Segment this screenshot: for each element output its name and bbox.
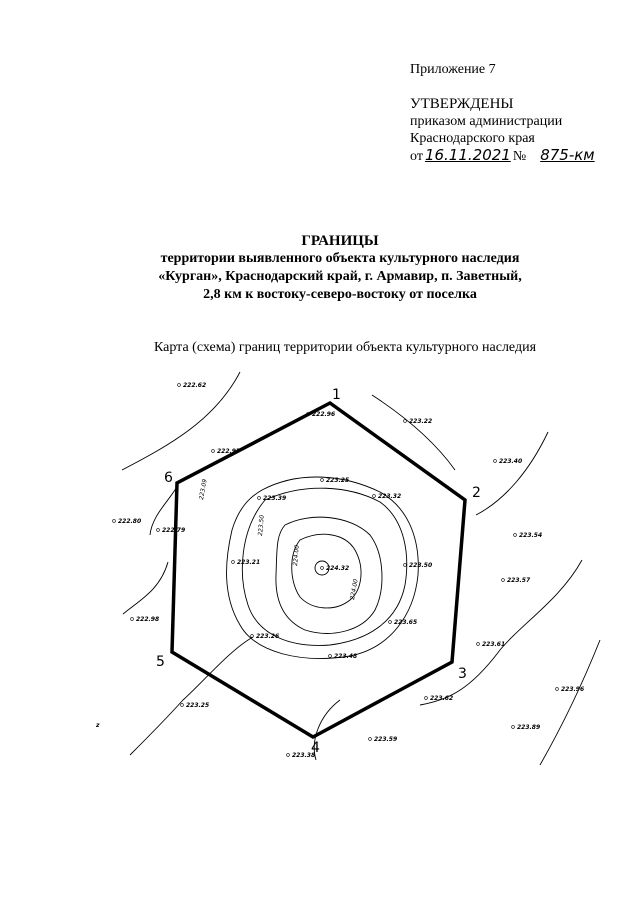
svg-text:223.25: 223.25 (186, 702, 210, 709)
svg-text:222.80: 222.80 (118, 518, 142, 525)
elevation-point (131, 616, 160, 623)
map-caption: Карта (схема) границ территории объекта культурного наследия (153, 340, 537, 355)
elevation-point (329, 653, 358, 660)
elevation-point (514, 532, 543, 539)
elevation-point (321, 477, 350, 484)
svg-text:222.97: 222.97 (217, 448, 241, 455)
svg-text:223.61: 223.61 (482, 641, 506, 648)
title-line-2: территории выявленного объекта культурного наследия (160, 251, 520, 266)
contour-label: 223.50 (257, 514, 266, 537)
svg-text:222.96: 222.96 (312, 411, 336, 418)
appendix-label: Приложение 7 (410, 62, 496, 77)
svg-text:223.21: 223.21 (237, 559, 261, 566)
elevation-point (181, 702, 210, 709)
title-line-4: 2,8 км к востоку-северо-востоку от поселка (203, 287, 477, 302)
elevation-point (404, 562, 433, 569)
elevation-point (212, 448, 241, 455)
elevation-point (425, 695, 454, 702)
svg-text:223.39: 223.39 (263, 495, 287, 502)
contour-label: 224.00 (292, 544, 301, 567)
elevation-point (502, 577, 531, 584)
svg-text:222.98: 222.98 (136, 616, 160, 623)
vertex-3: 3 (458, 666, 467, 682)
elevation-point (232, 559, 261, 566)
elevation-point (494, 458, 523, 465)
elevation-point (512, 724, 541, 731)
svg-text:223.25: 223.25 (326, 477, 350, 484)
boundary-polygon (172, 403, 465, 737)
elevation-point (477, 641, 506, 648)
svg-text:223.38: 223.38 (292, 752, 316, 759)
svg-text:223.57: 223.57 (507, 577, 531, 584)
vertex-5: 5 (156, 654, 165, 670)
elevation-point (389, 619, 418, 626)
number-value: 875-км (540, 146, 595, 164)
elevation-point (556, 686, 585, 693)
vertex-6-elevation: 223.09 (198, 478, 209, 501)
svg-text:223.32: 223.32 (378, 493, 402, 500)
svg-text:222.79: 222.79 (162, 527, 186, 534)
order-line-1: приказом администрации (410, 114, 563, 129)
svg-text:223.62: 223.62 (430, 695, 454, 702)
number-prefix: № (512, 149, 527, 164)
title-line-1: ГРАНИЦЫ (301, 233, 379, 249)
vertex-1: 1 (332, 387, 341, 403)
svg-text:223.59: 223.59 (374, 736, 398, 743)
vertex-4: 4 (311, 740, 320, 756)
contour-label: 224.00 (349, 578, 360, 601)
elevation-point (287, 752, 316, 759)
svg-text:223.40: 223.40 (499, 458, 523, 465)
svg-text:223.22: 223.22 (409, 418, 433, 425)
vertex-2: 2 (472, 485, 481, 501)
elevation-point (373, 493, 402, 500)
date-value: 16.11.2021 (424, 146, 511, 164)
elevation-point (369, 736, 398, 743)
svg-text:224.32: 224.32 (326, 565, 350, 572)
vertex-6: 6 (164, 470, 173, 486)
order-line-2: Краснодарского края (410, 131, 535, 146)
svg-text:223.65: 223.65 (394, 619, 418, 626)
svg-text:223.48: 223.48 (334, 653, 358, 660)
corner-mark: z (96, 722, 100, 729)
svg-text:223.26: 223.26 (256, 633, 280, 640)
elevation-point (113, 518, 142, 525)
contour-lines (227, 477, 419, 658)
date-prefix: от (410, 149, 423, 164)
svg-text:223.50: 223.50 (409, 562, 433, 569)
svg-text:223.54: 223.54 (519, 532, 543, 539)
elevation-point (178, 382, 207, 389)
elevation-point (157, 527, 186, 534)
title-line-3: «Курган», Краснодарский край, г. Армавир, п. Заветный, (158, 269, 522, 284)
svg-text:222.62: 222.62 (183, 382, 207, 389)
elevation-points (113, 382, 585, 759)
approved-label: УТВЕРЖДЕНЫ (410, 96, 514, 112)
elevation-point (251, 633, 280, 640)
elevation-point (258, 495, 287, 502)
svg-text:223.96: 223.96 (561, 686, 585, 693)
elevation-point (321, 565, 350, 572)
svg-text:223.89: 223.89 (517, 724, 541, 731)
